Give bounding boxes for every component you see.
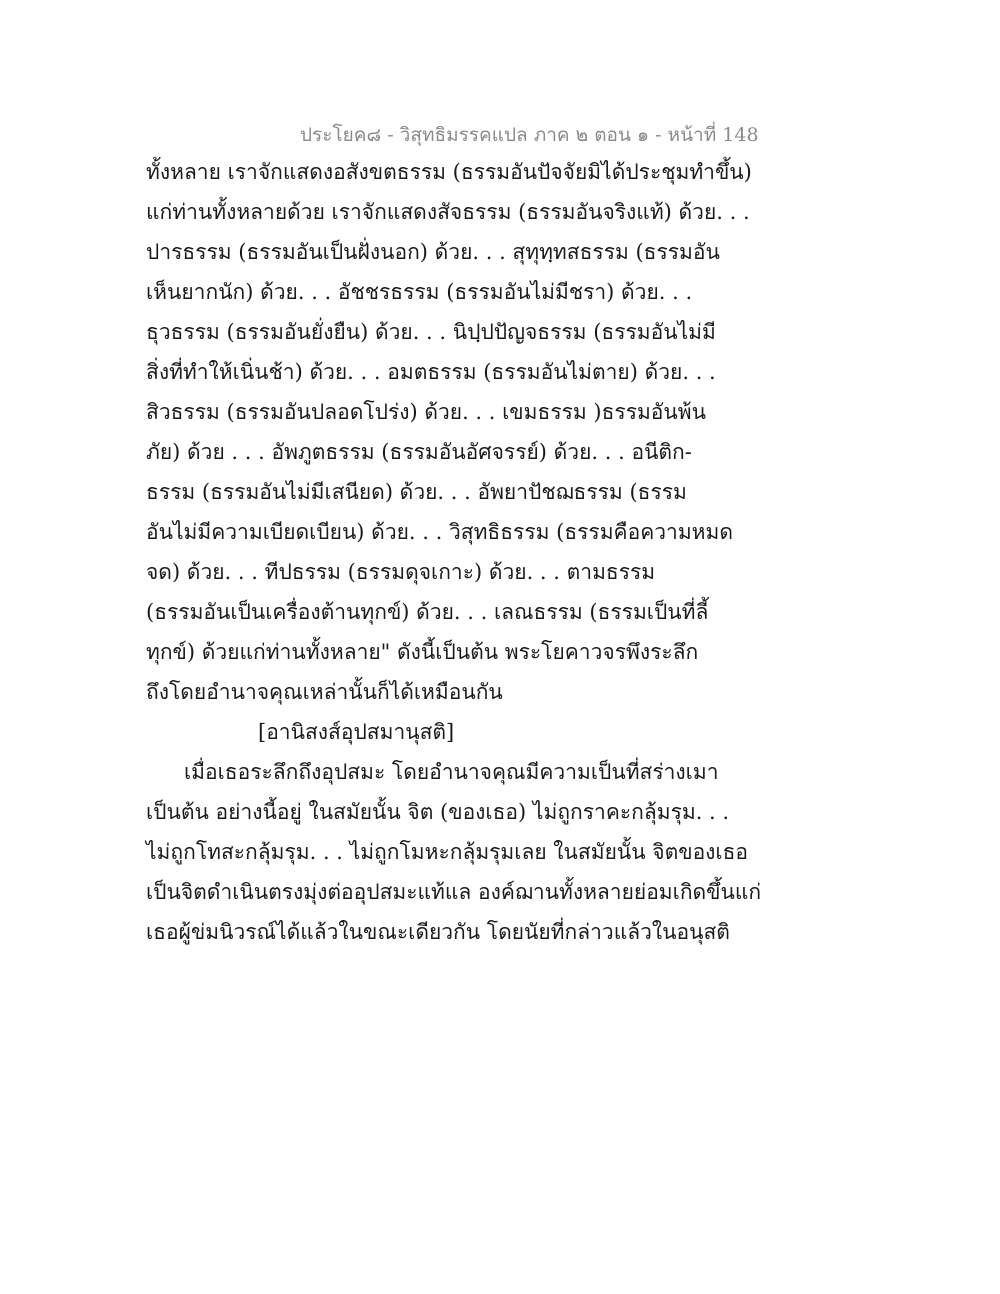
paragraph-line: เป็นต้น อย่างนี้อยู่ ในสมัยนั้น จิต (ของเธอ) ไม่ถูกราคะกลุ้มรุม. . . <box>146 800 730 824</box>
text-line: ธรรม (ธรรมอันไม่มีเสนียด) ด้วย. . . อัพยาปัชฌธรรม (ธรรม <box>146 480 687 504</box>
body-text <box>146 152 762 952</box>
text-line: แก่ท่านทั้งหลายด้วย เราจักแสดงสัจธรรม (ธรรมอันจริงแท้) ด้วย. . . <box>146 200 750 224</box>
text-line: เห็นยากนัก) ด้วย. . . อัชชรธรรม (ธรรมอันไม่มีชรา) ด้วย. . . <box>146 280 693 304</box>
text-line: สิ่งที่ทำให้เนิ่นช้า) ด้วย. . . อมตธรรม (ธรรมอันไม่ตาย) ด้วย. . . <box>146 360 716 384</box>
text-line: จด) ด้วย. . . ทีปธรรม (ธรรมดุจเกาะ) ด้วย. . . ตามธรรม <box>146 560 656 584</box>
text-line: ธุวธรรม (ธรรมอันยั่งยืน) ด้วย. . . นิปฺปปัญจธรรม (ธรรมอันไม่มี <box>146 320 716 344</box>
text-line: (ธรรมอันเป็นเครื่องต้านทุกข์) ด้วย. . . เลณธรรม (ธรรมเป็นที่ลี้ <box>146 600 709 624</box>
text-line: ทุกข์) ด้วยแก่ท่านทั้งหลาย" ดังนี้เป็นต้น พระโยคาวจรพึงระลึก <box>146 640 699 664</box>
paragraph-line: เธอผู้ข่มนิวรณ์ได้แล้วในขณะเดียวกัน โดยนัยที่กล่าวแล้วในอนุสติ <box>146 920 730 944</box>
text-line: สิวธรรม (ธรรมอันปลอดโปร่ง) ด้วย. . . เขมธรรม )ธรรมอันพ้น <box>146 400 706 424</box>
paragraph-line: เป็นจิตดำเนินตรงมุ่งต่ออุปสมะแท้แล องค์ฌานทั้งหลายย่อมเกิดขึ้นแก่ <box>146 880 762 904</box>
text-line: ถึงโดยอำนาจคุณเหล่านั้นก็ได้เหมือนกัน <box>146 680 503 704</box>
paragraph-line: ไม่ถูกโทสะกลุ้มรุม. . . ไม่ถูกโมหะกลุ้มรุมเลย ในสมัยนั้น จิตของเธอ <box>146 840 749 864</box>
text-line: ภัย) ด้วย . . . อัพภูตธรรม (ธรรมอันอัศจรรย์) ด้วย. . . อนีติก- <box>146 440 692 464</box>
text-line: ทั้งหลาย เราจักแสดงอสังขตธรรม (ธรรมอันปัจจัยมิได้ประชุมทำขึ้น) <box>146 160 752 184</box>
text-line: อันไม่มีความเบียดเบียน) ด้วย. . . วิสุทธิธรรม (ธรรมคือความหมด <box>146 520 733 544</box>
running-header: ประโยค๘ - วิสุทธิมรรคแปล ภาค ๒ ตอน ๑ - หน้าที่ 148 <box>300 124 759 146</box>
paragraph-first-line: เมื่อเธอระลึกถึงอุปสมะ โดยอำนาจคุณมีความเป็นที่สร่างเมา <box>184 760 719 784</box>
text-line: ปารธรรม (ธรรมอันเป็นฝั่งนอก) ด้วย. . . สุทุทฺทสธรรม (ธรรมอัน <box>146 240 720 264</box>
section-heading: [อานิสงส์อุปสมานุสติ] <box>258 720 455 744</box>
